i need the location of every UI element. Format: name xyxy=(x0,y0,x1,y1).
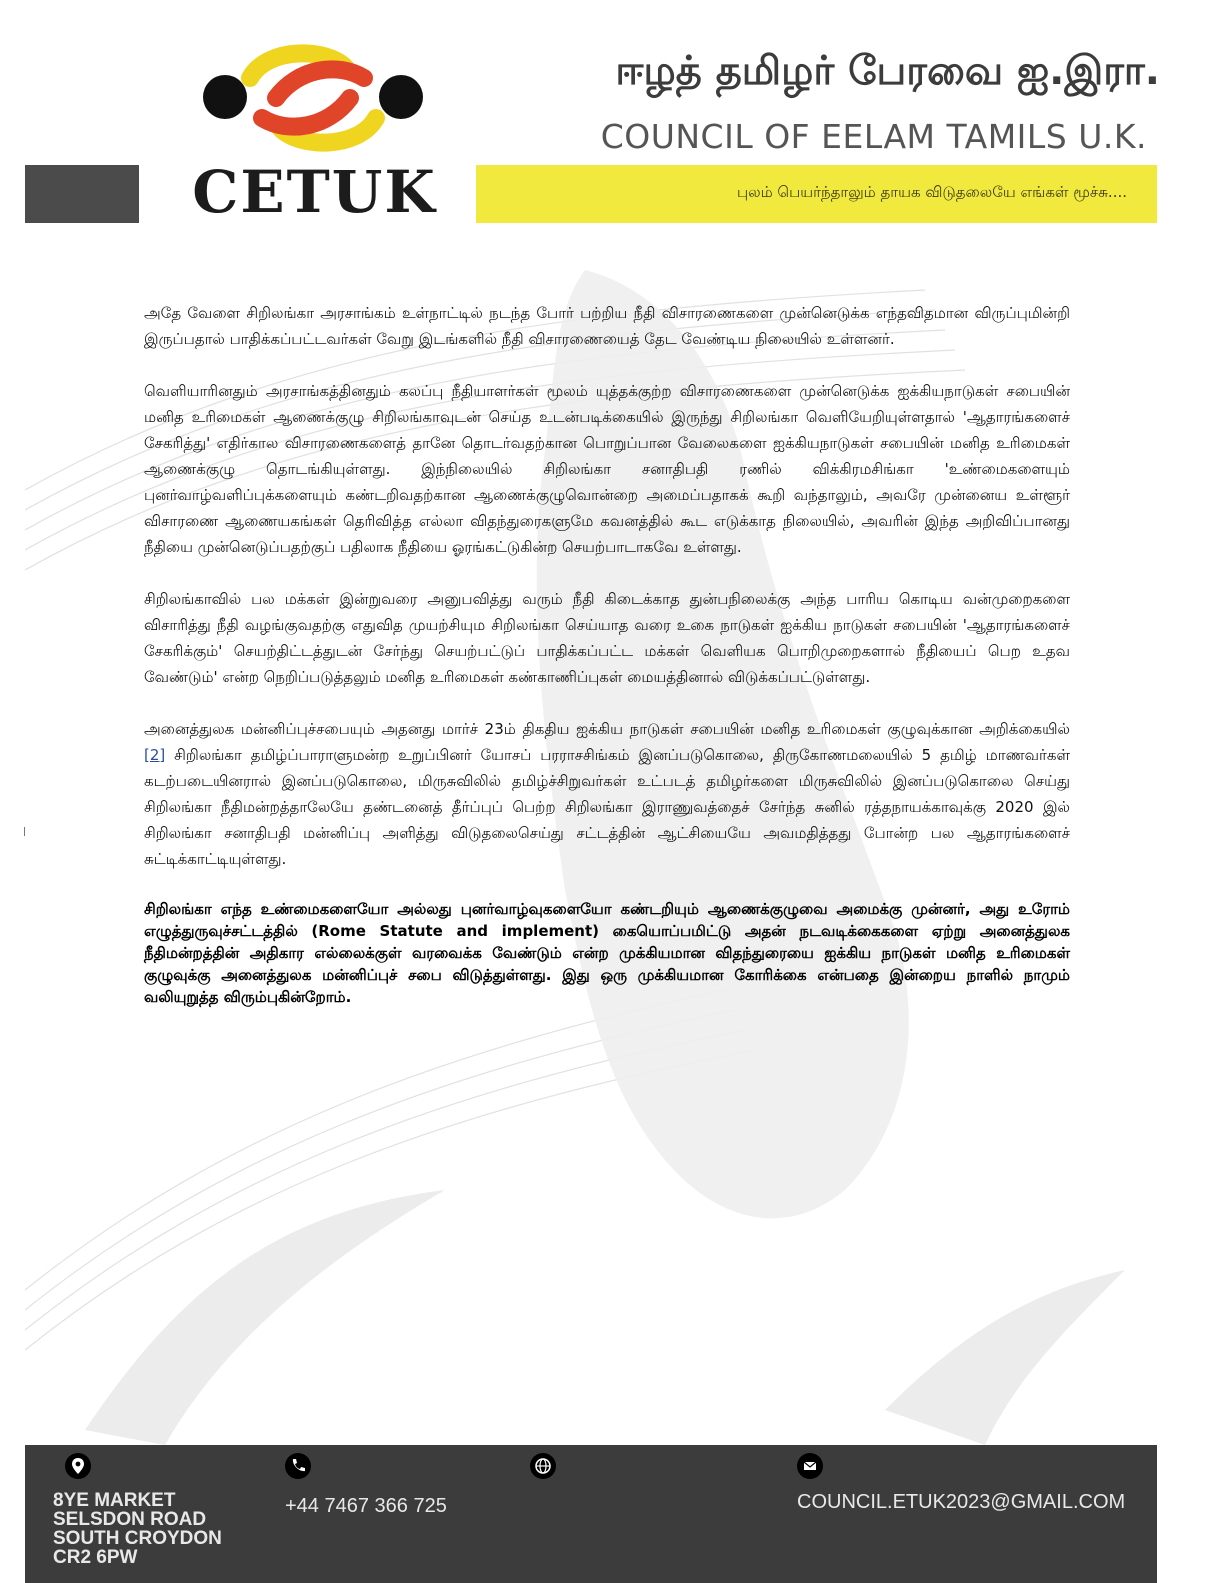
logo-text: CETUK xyxy=(192,158,437,226)
footer-phone[interactable]: +44 7467 366 725 xyxy=(285,1495,447,1517)
address-line: CR2 6PW xyxy=(53,1547,138,1568)
reference-link[interactable]: [2] xyxy=(144,746,166,764)
footer-address xyxy=(53,1491,222,1567)
address-line: 8YE MARKET xyxy=(53,1490,176,1511)
paragraph-1: அதே வேளை சிறிலங்கா அரசாங்கம் உள்நாட்டில் நடந்த போர் பற்றிய நீதி விசாரணைகளை முன்னெடுக்க எந்தவிதமான விருப்புமின்றி இருப்பதால் பாதிக்கப்பட்டவர்கள் வேறு இடங்களில் நீதி விசாரணையைத் தேட வேண்டிய நிலையில் உள்ளனர். xyxy=(144,304,1070,348)
org-name-english: COUNCIL OF EELAM TAMILS U.K. xyxy=(600,117,1147,156)
org-name-tamil: ஈழத் தமிழர் பேரவை ஐ.இரா. xyxy=(615,48,1160,94)
paragraph-2: வெளியாரினதும் அரசாங்கத்தினதும் கலப்பு நீதியாளர்கள் மூலம் யுத்தக்குற்ற விசாரணைகளை முன்னெடுக்க ஐக்கியநாடுகள் சபையின் மனித உரிமைகள் ஆணைக்குழு சிறிலங்காவுடன் செய்த உடன்படிக்கையில் இருந்து சிறிலங்கா வெளியேறியுள்ளதால் 'ஆதாரங்களைச் சேகரித்து' எதிர்கால விசாரணைகளைத் தானே தொடர்வதற்கான பொறுப்பான வேலைகளை ஐக்கியநாடுகள் சபையின் மனித உரிமைகள் ஆணைக்குழு தொடங்கியுள்ளது. இந்நிலையில் சிறிலங்கா சனாதிபதி ரணில் விக்கிரமசிங்கா 'உண்மைகளையும் புனர்வாழ்வளிப்புக்களையும் கண்டறிவதற்கான ஆணைக்குழுவொன்றை அமைப்பதாகக் கூறி வந்தாலும், அவரே முன்னைய உள்ளூர் விசாரணை ஆணையகங்கள் தெரிவித்த எல்லா விதந்துரைகளுமே கவனத்தில் கூட எடுக்காத நிலையில், அவரின் இந்த அறிவிப்பானது நீதியை முன்னெடுப்பதற்குப் பதிலாக நீதியை ஓரங்கட்டுகின்ற செயற்பாடாகவே உள்ளது. xyxy=(144,382,1070,556)
phone-icon xyxy=(285,1453,311,1479)
header-gray-bar xyxy=(25,165,139,223)
paragraph-4-start: அனைத்துலக மன்னிப்புச்சபையும் அதனது மார்ச் 23ம் திகதிய ஐக்கிய நாடுகள் சபையின் மனித உரிமைகள் குழுவுக்கான அறிக்கையில் xyxy=(144,720,1070,738)
mail-icon xyxy=(797,1453,823,1479)
paragraph-4-end: சிறிலங்கா தமிழ்ப்பாராளுமன்ற உறுப்பினர் யோசப் பரராசசிங்கம் இனப்படுகொலை, திருகோணமலையில் 5 தமிழ் மாணவர்கள் கடற்படையினரால் இனப்படுகொலை, மிருசுவிலில் தமிழ்ச்சிறுவர்கள் உட்படத் தமிழர்களை மிருசுவிலில் இனப்படுகொலை செய்து சிறிலங்கா நீதிமன்றத்தாலேயே தண்டனைத் தீர்ப்புப் பெற்ற சிறிலங்கா இராணுவத்தைச் சேர்ந்த சுனில் ரத்தநாயக்காவுக்கு 2020 இல் சிறிலங்கா சனாதிபதி மன்னிப்பு அளித்து விடுதலைசெய்து சட்டத்தின் ஆட்சியையே அவமதித்தது போன்ற பல ஆதாரங்களைச் சுட்டிக்காட்டியுள்ளது. xyxy=(144,746,1070,868)
address-line: SELSDON ROAD xyxy=(53,1509,207,1530)
paragraph-3: சிறிலங்காவில் பல மக்கள் இன்றுவரை அனுபவித்து வரும் நீதி கிடைக்காத துன்பநிலைக்கு அந்த பாரிய கொடிய வன்முறைகளை விசாரித்து நீதி வழங்குவதற்கு எதுவித முயற்சியும சிறிலங்கா செய்யாத வரை உகை நாடுகள் ஐக்கிய நாடுகள் சபையின் 'ஆதாரங்களைச் சேகரிக்கும்' செயற்திட்டத்துடன் சேர்ந்து செயற்பட்டுப் பாதிக்கப்பட்ட மக்கள் வெளியக பொறிமுறைகளால் நீதியைப் பெற உதவ வேண்டும்' என்ற நெறிப்படுத்தலும் மனித உரிமைகள் கண்காணிப்புகள் மையத்தினால் விடுக்கப்பட்டுள்ளது. xyxy=(144,590,1070,686)
paragraph-4 xyxy=(144,716,1070,872)
footer xyxy=(25,1445,1157,1583)
margin-mark xyxy=(24,827,25,836)
tagline-bar xyxy=(476,165,1157,223)
location-pin-icon xyxy=(65,1453,91,1479)
globe-icon xyxy=(530,1453,556,1479)
letter-body xyxy=(144,300,1070,1034)
footer-email[interactable]: COUNCIL.ETUK2023@GMAIL.COM xyxy=(797,1491,1126,1513)
tagline: புலம் பெயர்ந்தாலும் தாயக விடுதலையே எங்கள் மூச்சு.... xyxy=(736,183,1127,201)
paragraph-5-bold: சிறிலங்கா எந்த உண்மைகளையோ அல்லது புனர்வாழ்வுகளையோ கண்டறியும் ஆணைக்குழுவை அமைக்கு முன்னர், அது உரோம் எழுத்துருவுச்சட்டத்தில் (Rome Statute and implement) கையொப்பமிட்டு அதன் நடவடிக்கைகளை ஏற்று அனைத்துலக நீதிமன்றத்தின் அதிகார எல்லைக்குள் வரவைக்க வேண்டும் என்ற முக்கியமான விதந்துரையை ஐக்கிய நாடுகள் மனித உரிமைகள் குழுவுக்கு அனைத்துலக மன்னிப்புச் சபை விடுத்துள்ளது. இது ஒரு முக்கியமான கோரிக்கை என்பதை இன்றைய நாளில் நாமும் வலியுறுத்த விரும்புகின்றோம். xyxy=(144,900,1070,1006)
address-line: SOUTH CROYDON xyxy=(53,1528,222,1549)
